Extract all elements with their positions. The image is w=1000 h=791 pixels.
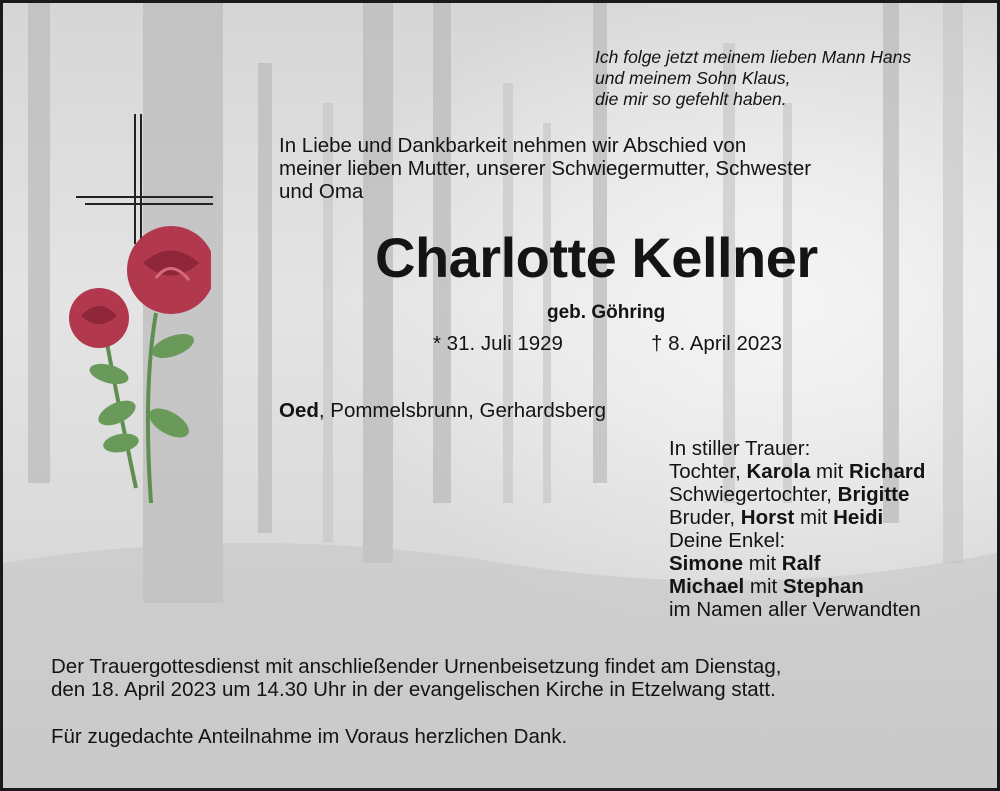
intro-line: und Oma	[279, 180, 364, 203]
service-line: den 18. April 2023 um 14.30 Uhr in der evangelischen Kirche in Etzelwang statt.	[51, 678, 776, 701]
quote-line: die mir so gefehlt haben.	[595, 89, 787, 109]
mourner-name: Richard	[849, 460, 926, 483]
list-item	[669, 506, 925, 529]
places	[279, 399, 606, 422]
place-main: Oed	[279, 399, 319, 422]
place-rest: , Pommelsbrunn, Gerhardsberg	[318, 399, 607, 422]
role-label: Bruder,	[669, 506, 741, 529]
with-word: mit	[810, 460, 850, 483]
maiden-name: geb. Göhring	[547, 302, 666, 323]
with-word: mit	[744, 575, 783, 598]
grandchildren-heading: Deine Enkel:	[669, 529, 786, 552]
mourner-name: Karola	[746, 460, 811, 483]
list-item	[669, 552, 925, 575]
mourner-name: Brigitte	[837, 483, 910, 506]
role-label: Schwiegertochter,	[669, 483, 838, 506]
quote-line: und meinem Sohn Klaus,	[595, 68, 791, 88]
service-line: Der Trauergottesdienst mit anschließender Urnenbeisetzung findet am Dienstag,	[51, 655, 782, 678]
role-label: Tochter,	[669, 460, 747, 483]
mourners-heading: In stiller Trauer:	[669, 437, 811, 460]
list-item	[669, 460, 925, 483]
service-info	[51, 655, 781, 701]
rose-icon	[61, 218, 211, 508]
quote-line: Ich folge jetzt meinem lieben Mann Hans	[595, 47, 912, 67]
mourner-name: Horst	[740, 506, 795, 529]
mourner-name: Ralf	[781, 552, 821, 575]
with-word: mit	[743, 552, 782, 575]
death-date: † 8. April 2023	[651, 332, 783, 355]
birth-date: * 31. Juli 1929	[433, 332, 563, 355]
thanks-text: Für zugedachte Anteilnahme im Voraus herzlichen Dank.	[51, 725, 568, 748]
intro-line: meiner lieben Mutter, unserer Schwiegermutter, Schwester	[279, 157, 812, 180]
deceased-name: Charlotte Kellner	[375, 226, 818, 289]
with-word: mit	[794, 506, 834, 529]
mourner-name: Simone	[669, 552, 744, 575]
relatives-line: im Namen aller Verwandten	[669, 598, 921, 621]
mourner-name: Stephan	[782, 575, 864, 598]
quote	[595, 47, 911, 110]
mourner-name: Heidi	[833, 506, 884, 529]
mourners-list	[669, 437, 925, 621]
intro-line: In Liebe und Dankbarkeit nehmen wir Abschied von	[279, 134, 747, 157]
mourner-name: Michael	[669, 575, 745, 598]
intro-text	[279, 134, 811, 203]
list-item	[669, 575, 925, 598]
list-item	[669, 483, 925, 506]
